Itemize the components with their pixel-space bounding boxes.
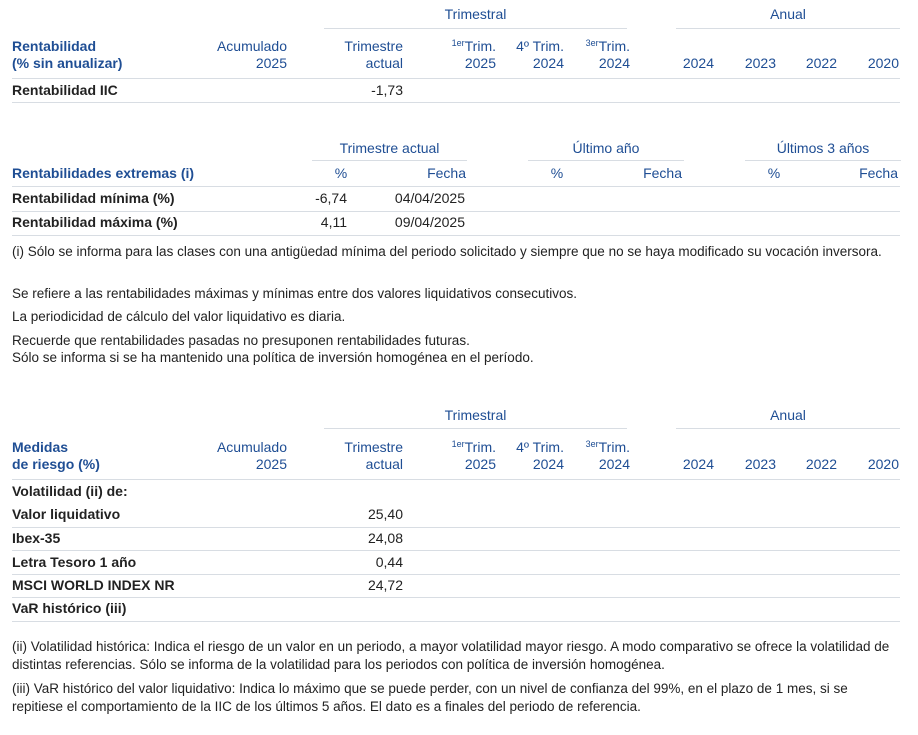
col-year: 2022 — [805, 55, 837, 71]
col-year: 2024 — [682, 55, 714, 71]
row-label: MSCI WORLD INDEX NR — [12, 577, 175, 593]
row-label: Rentabilidad IIC — [12, 82, 118, 98]
col-acumulado-line2: 2025 — [255, 456, 287, 472]
cell-fecha: 04/04/2025 — [394, 190, 465, 206]
row-header: Rentabilidades extremas (i) — [12, 165, 195, 181]
cell-trimestre-actual: 25,40 — [367, 506, 403, 522]
row-label: Ibex-35 — [12, 530, 61, 546]
group-anual-header: Anual — [770, 6, 806, 22]
col-year: 2020 — [867, 456, 899, 472]
col-acumulado-line1: Acumulado — [216, 38, 287, 54]
note-rentabilidades-pasadas: Recuerde que rentabilidades pasadas no presuponen rentabilidades futuras. — [12, 333, 470, 348]
col-q4-line1: 4º Trim. — [516, 439, 564, 455]
col-year: 2020 — [867, 55, 899, 71]
note-periodicidad: La periodicidad de cálculo del valor liquidativo es diaria. — [12, 309, 346, 324]
group-trimestral-header: Trimestral — [444, 6, 507, 22]
cell-trimestre-actual: 24,72 — [367, 577, 403, 593]
row-label: Valor liquidativo — [12, 506, 121, 522]
group-trimestre-actual-header: Trimestre actual — [339, 140, 440, 156]
col-q1-line1: $^{1er}$Trim. — [451, 439, 496, 455]
group-ultimo-anio-header: Último año — [572, 140, 640, 156]
col-year: 2024 — [682, 456, 714, 472]
row-label: Rentabilidad mínima (%) — [12, 190, 175, 206]
col-trimestre-actual-line2: actual — [365, 456, 403, 472]
col-acumulado-line2: 2025 — [255, 55, 287, 71]
row-header-line2: (% sin anualizar) — [12, 55, 123, 71]
col-q1-line2: 2025 — [464, 456, 496, 472]
col-q3-line2: 2024 — [598, 55, 630, 71]
col-q1-line1: $^{1er}$Trim. — [451, 38, 496, 54]
note-politica-homogenea: Sólo se informa si se ha mantenido una política de inversión homogénea en el período. — [12, 350, 534, 365]
col-year: 2022 — [805, 456, 837, 472]
col-q4-line2: 2024 — [532, 55, 564, 71]
col-year: 2023 — [744, 456, 776, 472]
cell-pct: -6,74 — [315, 190, 347, 206]
group-ultimos-3-anios-header: Últimos 3 años — [776, 140, 870, 156]
row-header-line1: Rentabilidad — [12, 38, 97, 54]
col-trimestre-actual-line1: Trimestre — [344, 38, 403, 54]
col-trimestre-actual-line1: Trimestre — [344, 439, 403, 455]
row-label: Rentabilidad máxima (%) — [12, 214, 178, 230]
note-i: (i) Sólo se informa para las clases con una antigüedad mínima del periodo solicitado y siempre que no se haya modificado su vocación inversora. — [12, 244, 882, 259]
cell-trimestre-actual: 0,44 — [375, 554, 403, 570]
row-header-line1: Medidas — [12, 439, 69, 455]
col-pct: % — [550, 165, 564, 181]
note-iii: (iii) VaR histórico del valor liquidativo: Indica lo máximo que se puede perder, con un nivel de confianza del 99%, en el plazo de 1 mes, si se repitiese el comportamiento de la IIC de los últimos 5 años. El dato es a finales del periodo de referencia. — [12, 681, 848, 714]
col-acumulado-line1: Acumulado — [216, 439, 287, 455]
col-year: 2023 — [744, 55, 776, 71]
col-pct: % — [334, 165, 348, 181]
cell-pct: 4,11 — [320, 214, 347, 230]
row-header-line2: de riesgo (%) — [12, 456, 100, 472]
col-q3-line2: 2024 — [598, 456, 630, 472]
section-label: Volatilidad (ii) de: — [12, 483, 128, 499]
col-q4-line1: 4º Trim. — [516, 38, 564, 54]
col-q4-line2: 2024 — [532, 456, 564, 472]
group-anual-header: Anual — [770, 407, 806, 423]
cell-fecha: 09/04/2025 — [394, 214, 465, 230]
row-label: Letra Tesoro 1 año — [12, 554, 137, 570]
cell-trimestre-actual: -1,73 — [371, 82, 403, 98]
col-q3-line1: $^{3er}$Trim. — [585, 38, 630, 54]
col-q1-line2: 2025 — [464, 55, 496, 71]
group-trimestral-header: Trimestral — [444, 407, 507, 423]
col-pct: % — [767, 165, 781, 181]
cell-trimestre-actual: 24,08 — [367, 530, 403, 546]
col-q3-line1: $^{3er}$Trim. — [585, 439, 630, 455]
note-ii: (ii) Volatilidad histórica: Indica el riesgo de un valor en un periodo, a mayor volatilidad mayor riesgo. A modo comparativo se ofrece la volatilidad de distintas referencias. Sólo se informa de la volatilidad para los periodos con política de inversión homogénea. — [12, 639, 890, 672]
col-fecha: Fecha — [643, 165, 682, 181]
row-label: VaR histórico (iii) — [12, 600, 127, 616]
col-fecha: Fecha — [859, 165, 898, 181]
col-trimestre-actual-line2: actual — [365, 55, 403, 71]
col-fecha: Fecha — [427, 165, 466, 181]
note-maximas-minimas: Se refiere a las rentabilidades máximas y mínimas entre dos valores liquidativos consecutivos. — [12, 286, 578, 301]
